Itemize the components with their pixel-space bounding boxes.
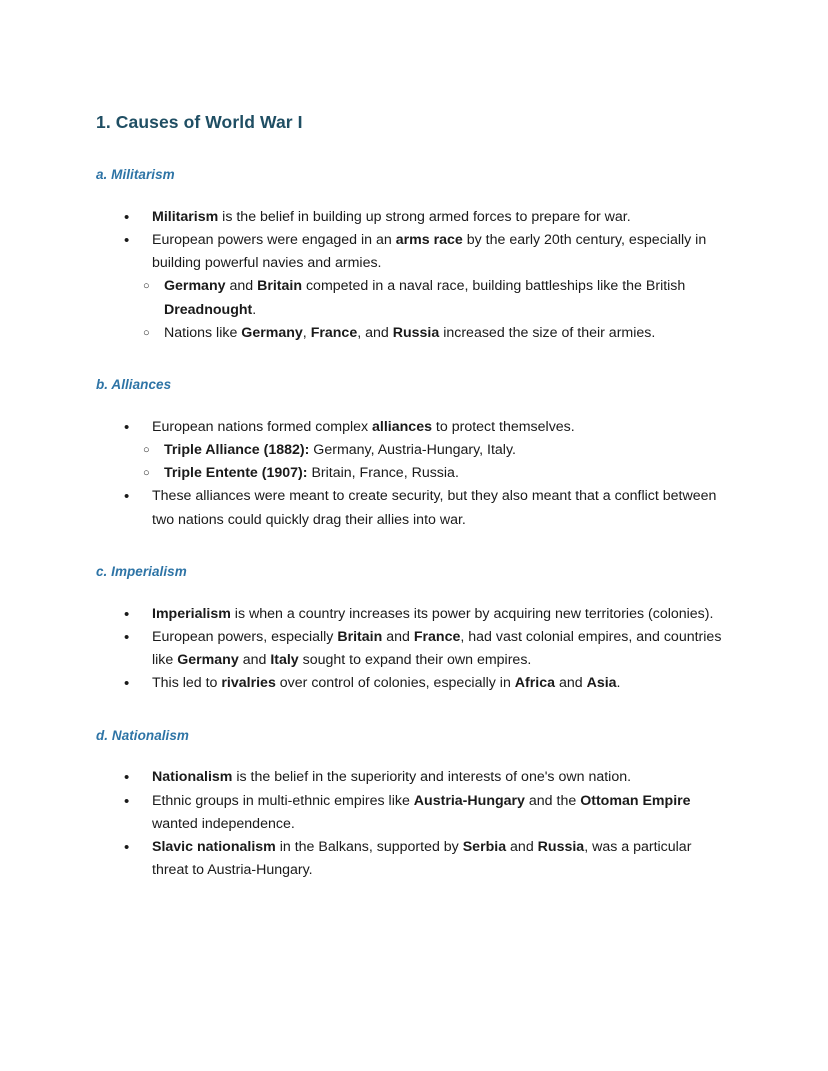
emphasis-text: rivalries	[221, 675, 276, 692]
emphasis-text: Serbia	[462, 839, 507, 856]
emphasis-text: alliances	[372, 418, 432, 435]
plain-text: , and	[357, 324, 393, 341]
emphasis-text: Ottoman Empire	[580, 792, 691, 809]
emphasis-text: Dreadnought	[164, 301, 253, 318]
section-heading: d. Nationalism	[96, 727, 189, 743]
plain-text: Ethnic groups in multi-ethnic empires like	[152, 792, 414, 809]
bullet-item	[124, 836, 723, 882]
section-heading: a. Militarism	[96, 166, 175, 182]
bullet-item	[124, 603, 723, 626]
bullet-disc-icon: •	[124, 769, 130, 787]
plain-text: sought to expand their own empires.	[298, 652, 532, 669]
section-heading: b. Alliances	[96, 376, 172, 392]
emphasis-text: Italy	[270, 652, 299, 669]
emphasis-text: France	[310, 324, 358, 341]
plain-text: and	[225, 278, 258, 295]
plain-text: .	[616, 675, 621, 692]
emphasis-text: Triple Alliance (1882):	[164, 442, 310, 459]
plain-text: .	[252, 301, 257, 318]
emphasis-text: Britain	[257, 278, 303, 295]
bullet-text	[152, 790, 723, 836]
bullet-text	[152, 206, 723, 229]
sub-bullet-list	[96, 275, 723, 345]
bullet-item	[124, 626, 723, 672]
bullet-list	[96, 603, 723, 696]
bullet-disc-icon: •	[124, 605, 130, 623]
plain-text: Nations like	[164, 324, 242, 341]
plain-text: , was a particular threat to Austria-Hungary.	[152, 839, 692, 879]
emphasis-text: Russia	[537, 839, 585, 856]
emphasis-text: France	[413, 628, 461, 645]
plain-text: European nations formed complex	[152, 418, 373, 435]
document-section	[96, 564, 723, 696]
plain-text: This led to	[152, 675, 222, 692]
bullet-text	[152, 229, 723, 275]
plain-text: competed in a naval race, building battleships like the British	[302, 278, 686, 295]
bullet-circle-icon: ○	[143, 467, 150, 480]
emphasis-text: Africa	[514, 675, 556, 692]
emphasis-text: Slavic nationalism	[152, 839, 276, 856]
bullet-text	[164, 462, 723, 485]
bullet-text	[152, 836, 723, 882]
emphasis-text: Nationalism	[152, 769, 233, 786]
sub-bullet-item	[143, 275, 723, 321]
bullet-disc-icon: •	[124, 792, 130, 810]
bullet-disc-icon: •	[124, 488, 130, 506]
plain-text: is the belief in building up strong armed forces to prepare for war.	[218, 208, 631, 225]
document-section	[96, 167, 723, 345]
bullet-text	[152, 766, 723, 789]
plain-text: European powers were engaged in an	[152, 231, 396, 248]
document-section	[96, 728, 723, 883]
bullet-list	[96, 766, 723, 882]
bullet-disc-icon: •	[124, 675, 130, 693]
section-heading: c. Imperialism	[96, 563, 187, 579]
plain-text: to protect themselves.	[431, 418, 575, 435]
plain-text: and	[238, 652, 271, 669]
plain-text: Britain, France, Russia.	[307, 465, 459, 482]
bullet-item	[124, 672, 723, 695]
emphasis-text: Russia	[392, 324, 440, 341]
bullet-text	[152, 485, 723, 531]
bullet-disc-icon: •	[124, 418, 130, 436]
sub-bullet-item	[143, 439, 723, 462]
plain-text: and the	[524, 792, 581, 809]
plain-text: and	[506, 839, 538, 856]
bullet-text	[164, 439, 723, 462]
bullet-item	[124, 790, 723, 836]
bullet-list	[96, 416, 723, 532]
bullet-disc-icon: •	[124, 628, 130, 646]
bullet-circle-icon: ○	[143, 326, 150, 339]
plain-text: in the Balkans, supported by	[275, 839, 463, 856]
plain-text: ,	[302, 324, 311, 341]
emphasis-text: Germany	[177, 652, 239, 669]
bullet-text	[164, 322, 723, 345]
document-section	[96, 377, 723, 532]
plain-text: Germany, Austria-Hungary, Italy.	[309, 442, 516, 459]
plain-text: over control of colonies, especially in	[275, 675, 515, 692]
page-title: 1. Causes of World War I	[96, 112, 303, 132]
bullet-item	[124, 229, 723, 275]
emphasis-text: Triple Entente (1907):	[164, 465, 308, 482]
bullet-text	[152, 603, 723, 626]
bullet-item	[124, 766, 723, 789]
plain-text: These alliances were meant to create security, but they also meant that a conflict between two nations could quickly drag their allies into war.	[152, 488, 717, 528]
plain-text: by the early 20th century, especially in building powerful navies and armies.	[152, 231, 707, 272]
plain-text: , had vast colonial empires, and countries like	[152, 628, 722, 669]
document-body	[96, 167, 723, 883]
bullet-list	[96, 206, 723, 345]
bullet-circle-icon: ○	[143, 444, 150, 457]
emphasis-text: Britain	[337, 628, 383, 645]
bullet-item	[124, 206, 723, 229]
plain-text: and	[382, 628, 414, 645]
sub-bullet-item	[143, 322, 723, 345]
emphasis-text: Imperialism	[152, 605, 231, 622]
sub-bullet-list	[96, 439, 723, 485]
emphasis-text: Militarism	[152, 208, 219, 225]
plain-text: and	[555, 675, 587, 692]
bullet-disc-icon: •	[124, 208, 130, 226]
bullet-text	[152, 672, 723, 695]
bullet-text	[164, 275, 723, 321]
plain-text: wanted independence.	[152, 815, 295, 832]
bullet-circle-icon: ○	[143, 280, 150, 293]
emphasis-text: Asia	[586, 675, 617, 692]
plain-text: is when a country increases its power by acquiring new territories (colonies).	[230, 605, 714, 622]
emphasis-text: arms race	[395, 231, 463, 248]
plain-text: is the belief in the superiority and interests of one's own nation.	[232, 769, 632, 786]
bullet-disc-icon: •	[124, 839, 130, 857]
plain-text: increased the size of their armies.	[439, 324, 656, 341]
bullet-item	[124, 416, 723, 439]
bullet-item	[124, 485, 723, 531]
emphasis-text: Austria-Hungary	[413, 792, 525, 809]
plain-text: European powers, especially	[152, 628, 338, 645]
bullet-text	[152, 416, 723, 439]
bullet-disc-icon: •	[124, 231, 130, 249]
emphasis-text: Germany	[164, 278, 226, 295]
bullet-text	[152, 626, 723, 672]
emphasis-text: Germany	[241, 324, 303, 341]
sub-bullet-item	[143, 462, 723, 485]
